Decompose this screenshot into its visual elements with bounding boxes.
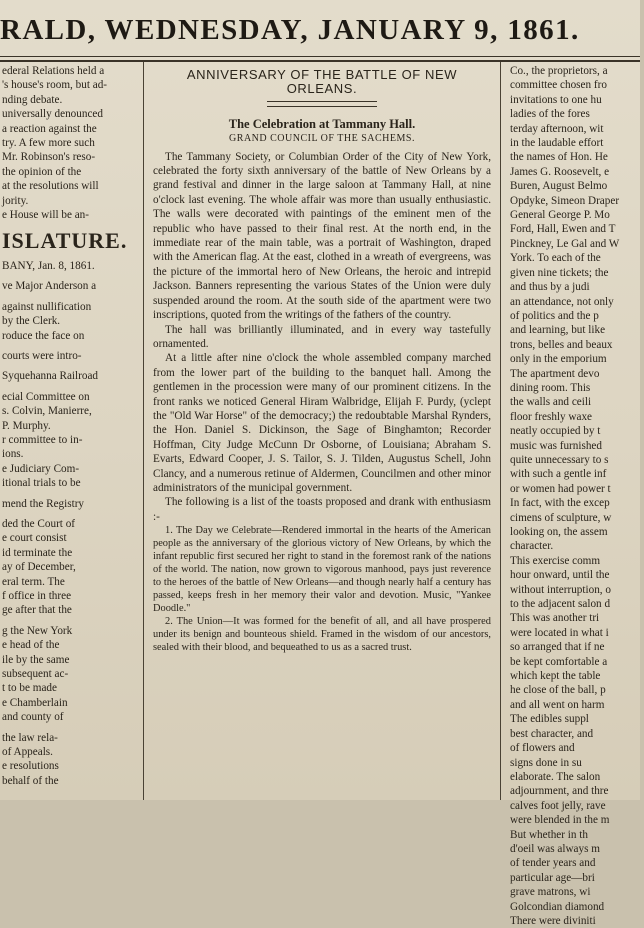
article-heading: ANNIVERSARY OF THE BATTLE OF NEW ORLEANS.	[186, 67, 458, 97]
text-line: in the laudable effort	[510, 137, 604, 150]
text-line: a reaction against the	[2, 122, 97, 135]
text-line: ederal Relations held a	[2, 65, 105, 77]
text-line: and thus by a judi	[510, 281, 590, 294]
text-line: given nine tickets; the	[510, 266, 609, 279]
text-line: which kept the table	[510, 670, 601, 683]
text-line: he close of the ball, p	[510, 684, 606, 697]
text-line: without interruption, o	[510, 583, 611, 596]
text-line: to the adjacent salon d	[510, 598, 611, 611]
text-line: try. A few more such	[2, 137, 95, 150]
text-line: looking on, the assem	[510, 526, 608, 538]
text-line: f office in three	[2, 590, 72, 602]
text-line: ge after that the	[2, 604, 72, 617]
text-line: e court consist	[2, 532, 67, 545]
text-line: ay of December,	[2, 561, 76, 574]
masthead	[0, 0, 640, 62]
text-line: Mr. Robinson's reso-	[2, 151, 96, 164]
article-subsubheading: GRAND COUNCIL OF THE SACHEMS.	[229, 133, 415, 145]
text-line: 's house's room, but ad-	[2, 79, 108, 92]
text-line: at the resolutions will	[2, 180, 99, 193]
text-line: trons, belles and beaux	[510, 338, 613, 351]
text-line: music was furnished	[510, 439, 602, 452]
text-line: adjournment, and thre	[510, 785, 609, 798]
text-line: ions.	[2, 448, 24, 461]
text-line: ded the Court of	[2, 517, 76, 530]
text-line: e House will be an-	[2, 209, 89, 222]
right-column	[504, 64, 644, 927]
text-line: ve Major Anderson a	[2, 280, 97, 293]
right-column-text	[510, 64, 642, 928]
text-line: only in the emporium	[510, 353, 607, 366]
text-line: and county of	[2, 711, 64, 724]
text-line: the walls and ceili	[510, 396, 592, 409]
text-line: Co., the proprietors, a	[510, 65, 608, 77]
article-paragraph: The Tammany Society, or Columbian Order of the City of New York, celebrated the forty sixth anniversary of the battle of New Orleans by a grand festival and dinner in the large saloon at Tammany Hall, at nine o'clock last evening. The whole affair was more than usually enthusiastic. The walls were decorated with paintings of the eminent men of the republic who have passed to their final rest. At the north end, in the immediate rear of the main table, was a portrait of Washington, draped with the American flag. At the east, clothed in a wreath of evergreens, was the picture of the immortal hero of New Orleans, the heroic and intrepid Jackson. Banners representing the various States of the Union were duly suspended around the room. At the south side of the apartment were two inscriptions, quoted from the writings of the fathers of the country.	[153, 150, 491, 322]
text-line: quite unnecessary to s	[510, 453, 609, 466]
text-line: This was another tri	[510, 612, 600, 625]
text-line: terday afternoon, wit	[510, 122, 604, 135]
text-line: of Appeals.	[2, 746, 53, 759]
heading-ornament	[267, 101, 377, 107]
left-column-body-text	[2, 279, 136, 788]
text-line: the opinion of the	[2, 165, 82, 178]
masthead-rule	[0, 56, 640, 57]
text-line: nding debate.	[2, 93, 63, 106]
text-line: calves foot jelly, rave	[510, 799, 606, 812]
text-line: committee chosen fro	[510, 79, 607, 92]
text-line: grave matrons, wi	[510, 886, 591, 899]
text-line: particular age—bri	[510, 871, 595, 884]
text-line: itional trials to be	[2, 477, 81, 490]
left-column	[0, 64, 140, 800]
text-line: be kept comfortable a	[510, 655, 608, 668]
text-line: best character, and	[510, 727, 594, 740]
text-line: Golcondian diamond	[510, 900, 605, 913]
text-line: d'oeil was always m	[510, 842, 600, 855]
text-line: Opdyke, Simeon Draper	[510, 194, 620, 207]
text-line: Ford, Hall, Ewen and T	[510, 223, 616, 236]
text-line: Syquehanna Railroad	[2, 370, 99, 383]
toast-item: 2. The Union—It was formed for the benefit of all, and all have prospered under its benign and bounteous shield. Framed in the wisdom of our ancestors, sealed with their blood, and bequeathed to us as a sacred trust.	[153, 616, 491, 654]
text-line: elaborate. The salon	[510, 770, 601, 783]
toast-item: 1. The Day we Celebrate—Rendered immortal in the hearts of the American people as the anniversary of the glorious victory of New Orleans, by which the infant republic first secured her right to stand in the foremost rank of the nations of the world. The nation, now grown to vigorous manhood, pays just reverence to the heroes of the battle of New Orleans—and though nearly half a century has passed, keeps fresh in her memory their valor and devotion. Music, "Yankee Doodle."	[153, 525, 491, 615]
text-line: and learning, but like	[510, 324, 606, 337]
text-line: so arranged that if ne	[510, 641, 605, 654]
text-line: signs done in su	[510, 756, 582, 769]
text-line: character.	[510, 540, 554, 553]
text-line: cimens of sculpture, w	[510, 511, 612, 524]
text-line: with such a gentle inf	[510, 468, 607, 481]
text-line: jority.	[2, 194, 29, 207]
text-line: General George P. Mo	[510, 209, 610, 222]
text-line: of flowers and	[510, 742, 575, 755]
text-line: behalf of the	[2, 774, 59, 787]
center-column	[147, 64, 497, 800]
text-line: and all went on harm	[510, 698, 605, 711]
text-line: universally denounced	[2, 108, 103, 121]
text-line: dining room. This	[510, 381, 591, 394]
article-paragraph: The following is a list of the toasts proposed and drank with enthusiasm :-	[153, 496, 491, 523]
text-line: Pinckney, Le Gal and W	[510, 237, 620, 250]
text-line: neatly occupied by t	[510, 425, 601, 438]
text-line: of tender years and	[510, 857, 596, 870]
text-line: Buren, August Belmo	[510, 180, 608, 193]
text-line: subsequent ac-	[2, 668, 69, 681]
text-line: by the Clerk.	[2, 315, 61, 328]
text-line: hour onward, until the	[510, 569, 610, 582]
article-paragraph: At a little after nine o'clock the whole assembled company marched from the lower part of the building to the banquet hall. Among the gentlemen in the procession were many of our prominent citizens. In the front ranks we noticed General Hiram Walbridge, Elijah F. Purdy, (yclept the "Old War Horse" of the democracy;) the redoubtable Marshal Rynders, the Hon. Daniel S. Dickinson, the Sage of Binghamton; Recorder Hoffman, City Judge McCunn Dr Osborne, of Louisiana; Abraham S. Evarts, Edward Cooper, J. S. Tailor, S. J. Tilden, Augustus Schell, John Clancy, and a numerous retinue of Aldermen, Councilmen and other minor administrators of the municipal government.	[153, 352, 491, 494]
text-line: were blended in the m	[510, 814, 610, 827]
left-column-top-text	[2, 64, 136, 222]
text-line: invitations to one hu	[510, 93, 602, 106]
text-line: were located in what i	[510, 626, 609, 639]
text-line: an attendance, not only	[510, 295, 614, 308]
text-line: of politics and the p	[510, 309, 599, 322]
text-line: id terminate the	[2, 546, 73, 559]
text-line: There were diviniti	[510, 914, 596, 927]
text-line: e resolutions	[2, 760, 59, 773]
text-line: floor freshly waxe	[510, 410, 593, 423]
text-line: ile by the same	[2, 653, 70, 666]
text-line: ecial Committee on	[2, 390, 90, 403]
text-line: or women had power t	[510, 482, 611, 495]
column-rule-right	[500, 62, 501, 800]
text-line: s. Colvin, Manierre,	[2, 405, 92, 418]
text-line: the law rela-	[2, 731, 58, 744]
article-subheading: The Celebration at Tammany Hall.	[228, 116, 416, 131]
text-line: courts were intro-	[2, 349, 82, 362]
article-paragraph: The hall was brilliantly illuminated, and in every way tastefully ornamented.	[153, 323, 491, 350]
text-line: g the New York	[2, 624, 73, 637]
text-line: In fact, with the excep	[510, 497, 610, 510]
text-line: e Chamberlain	[2, 696, 68, 709]
text-line: roduce the face on	[2, 329, 85, 342]
text-line: the names of Hon. He	[510, 151, 608, 164]
text-line: eral term. The	[2, 575, 65, 588]
text-line: against nullification	[2, 300, 92, 313]
text-line: York. To each of the	[510, 252, 601, 265]
text-line: P. Murphy.	[2, 419, 51, 432]
text-line: e Judiciary Com-	[2, 462, 80, 475]
text-line: e head of the	[2, 639, 60, 652]
text-line: r committee to in-	[2, 433, 83, 446]
masthead-title: RALD, WEDNESDAY, JANUARY 9, 1861.	[0, 14, 580, 46]
text-line: James G. Roosevelt, e	[510, 165, 610, 178]
text-line: The edibles suppl	[510, 713, 589, 726]
legislature-dateline: BANY, Jan. 8, 1861.	[2, 259, 95, 272]
column-rule-left	[143, 62, 144, 800]
text-line: mend the Registry	[2, 497, 85, 510]
text-line: But whether in th	[510, 828, 588, 841]
text-line: The apartment devo	[510, 367, 600, 380]
legislature-heading: ISLATURE.	[2, 228, 128, 254]
text-line: ladies of the fores	[510, 108, 590, 121]
text-line: This exercise comm	[510, 554, 601, 567]
text-line: t to be made	[2, 682, 57, 695]
